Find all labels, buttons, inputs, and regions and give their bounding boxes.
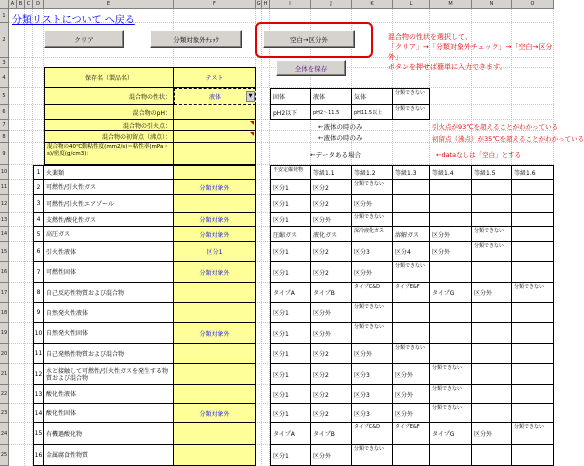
column-header[interactable]: O: [512, 0, 554, 9]
hazard-class-cell: タイプC&D: [352, 423, 393, 445]
hazard-class-cell: 区分2: [311, 262, 352, 283]
save-all-button[interactable]: 全体を保存: [276, 60, 346, 76]
hazard-status-input[interactable]: [174, 165, 256, 180]
note-line-3: ボタンを押せば簡単に入力できます。: [388, 63, 507, 71]
hazard-row-number: 4: [33, 213, 44, 227]
hazard-class-cell: 区分2: [311, 242, 352, 262]
hazard-row-number: 14: [33, 404, 44, 423]
hazard-status-input[interactable]: 分類対象外: [174, 213, 256, 227]
hazard-class-cell: [430, 323, 472, 344]
row-header[interactable]: 4: [0, 68, 9, 88]
hazard-class-cell: [512, 385, 554, 404]
hazard-class-cell: 分類できない: [472, 227, 512, 242]
state-opt-na: 分類できない: [393, 88, 430, 105]
hazard-row-number: 6: [33, 242, 44, 262]
hazard-class-cell: 区分外: [472, 283, 512, 303]
hazard-row-name: 可燃性/引火性エアゾール: [44, 195, 174, 213]
hazard-class-cell: [512, 364, 554, 385]
hazard-class-cell: 区分2: [311, 364, 352, 385]
hazard-class-cell: タイプA: [270, 423, 311, 445]
hazard-class-cell: 圧縮ガス: [270, 227, 311, 242]
back-link[interactable]: 分類リストについて へ戻る: [12, 15, 135, 26]
hazard-class-cell: 区分1: [270, 213, 311, 227]
hazard-class-cell: [472, 323, 512, 344]
blank-to-outside-button[interactable]: 空白→区分外: [263, 30, 355, 48]
column-header[interactable]: B: [17, 0, 25, 9]
hazard-class-cell: 区分1: [270, 404, 311, 423]
hazard-class-cell: 区分外: [393, 385, 430, 404]
state-opt-gas: 気体: [352, 88, 393, 105]
hazard-class-cell: 分類できない: [393, 262, 430, 283]
boiling-point-label: 混合物の初留点（沸点）：: [44, 131, 174, 143]
column-header[interactable]: C: [25, 0, 33, 9]
hazard-class-cell: [472, 385, 512, 404]
column-header[interactable]: A: [9, 0, 17, 9]
row-header[interactable]: 3: [0, 58, 9, 68]
hazard-class-cell: 区分1: [270, 344, 311, 364]
hazard-status-input[interactable]: 分類対象外: [174, 404, 256, 423]
hazard-class-cell: [393, 195, 430, 213]
gridline: [24, 9, 25, 466]
hazard-row-name: 高圧ガス: [44, 227, 174, 242]
hazard-class-cell: [472, 364, 512, 385]
hazard-class-cell: 区分外: [472, 423, 512, 445]
hazard-class-cell: 区分3: [352, 364, 393, 385]
hazard-class-cell: タイプA: [270, 283, 311, 303]
hazard-class-cell: 液化ガス: [311, 227, 352, 242]
hazard-class-cell: [512, 227, 554, 242]
hazard-class-cell: [393, 213, 430, 227]
hazard-class-cell: 区分外: [430, 242, 472, 262]
hazard-class-cell: 区分2: [311, 404, 352, 423]
ph-opt-3: pH11.5以上: [352, 105, 393, 120]
hazard-class-cell: 分類できない: [512, 423, 554, 445]
hazard-row-number: 10: [33, 323, 44, 344]
hazard-class-cell: [512, 323, 554, 344]
hazard-class-cell: [430, 344, 472, 364]
hazard-class-cell: 区分1: [270, 242, 311, 262]
hazard-class-cell: [512, 303, 554, 323]
hazard-row-name: 自然発火性液体: [44, 303, 174, 323]
hazard-class-cell: 等級1.6: [512, 165, 554, 180]
hazard-class-cell: [393, 323, 430, 344]
viscosity-input[interactable]: [174, 143, 256, 165]
hazard-row-number: 8: [33, 283, 44, 303]
hazard-class-cell: 分類できない: [352, 445, 393, 466]
hazard-row-name: 引火性液体: [44, 242, 174, 262]
hazard-class-cell: 区分3: [352, 242, 393, 262]
nodata-note: ←dataなしは「空白」とする: [436, 151, 522, 159]
boil-note: 初留点（沸点）が35℃を超えることがわかっている: [432, 135, 584, 143]
hazard-class-cell: 等級1.4: [430, 165, 472, 180]
hazard-class-cell: 区分外: [311, 213, 352, 227]
hazard-class-cell: 区分1: [270, 323, 311, 344]
hazard-class-cell: 区分2: [311, 180, 352, 195]
hazard-class-cell: [430, 180, 472, 195]
hazard-row-number: 15: [33, 423, 44, 445]
hazard-class-cell: [472, 404, 512, 423]
hazard-class-cell: 深冷液化ガス: [352, 227, 393, 242]
hazard-row-name: 支燃性/酸化性ガス: [44, 213, 174, 227]
hazard-class-cell: [430, 213, 472, 227]
column-header[interactable]: J: [311, 0, 352, 9]
row-header[interactable]: 10: [0, 165, 9, 180]
hazard-status-input[interactable]: [174, 283, 256, 303]
hazard-status-input[interactable]: 分類対象外: [174, 227, 256, 242]
hazard-status-input[interactable]: [174, 344, 256, 364]
hazard-class-cell: 区分外: [430, 227, 472, 242]
hazard-class-cell: 区分1: [270, 303, 311, 323]
hazard-row-number: 9: [33, 303, 44, 323]
hazard-class-cell: 区分2: [311, 195, 352, 213]
row-header[interactable]: 19: [0, 323, 9, 344]
hazard-class-cell: [472, 195, 512, 213]
hazard-class-cell: 区分外: [352, 344, 393, 364]
row-header[interactable]: 24: [0, 423, 9, 445]
hazard-status-input[interactable]: [174, 423, 256, 445]
hazard-class-cell: [430, 303, 472, 323]
row-header[interactable]: 16: [0, 262, 9, 283]
comment-marker-icon: [250, 132, 254, 136]
hazard-class-cell: 区分外: [311, 323, 352, 344]
hazard-class-cell: 区分3: [352, 404, 393, 423]
check-button[interactable]: 分類対象外ﾁｪｯｸ: [150, 30, 242, 48]
hazard-row-number: 11: [33, 344, 44, 364]
hazard-class-cell: [472, 180, 512, 195]
state-label: 混合物の性状：: [44, 88, 174, 105]
column-header[interactable]: H: [262, 0, 270, 9]
hazard-class-cell: 区分1: [270, 180, 311, 195]
comment-marker-icon: [250, 121, 254, 125]
product-name-input[interactable]: テスト: [174, 67, 256, 88]
ph-opt-1: pH2以下: [270, 105, 311, 120]
hazard-row-name: 金属腐食性物質: [44, 445, 174, 466]
hazard-class-cell: [512, 213, 554, 227]
hazard-class-cell: タイプE&F: [393, 423, 430, 445]
state-opt-solid: 固体: [270, 88, 311, 105]
hazard-row-number: 3: [33, 195, 44, 213]
hazard-row-number: 16: [33, 445, 44, 466]
hazard-class-cell: 区分1: [270, 262, 311, 283]
column-header[interactable]: L: [393, 0, 430, 9]
hazard-class-cell: [472, 303, 512, 323]
state-select[interactable]: [174, 88, 256, 105]
row-header[interactable]: 22: [0, 385, 9, 404]
hazard-class-cell: [393, 180, 430, 195]
hazard-class-cell: タイプB: [311, 283, 352, 303]
hazard-class-cell: [430, 445, 472, 466]
hazard-class-cell: タイプC&D: [352, 283, 393, 303]
hazard-class-cell: [393, 445, 430, 466]
flash-point-label: 混合物の引火点：: [44, 120, 174, 131]
hazard-row-name: 酸化性固体: [44, 404, 174, 423]
hazard-status-input[interactable]: [174, 195, 256, 213]
hazard-class-cell: 分類できない: [472, 242, 512, 262]
column-header[interactable]: D: [33, 0, 44, 9]
hazard-row-name: 自己反応性物質および混合物: [44, 283, 174, 303]
instruction-note: [388, 32, 554, 72]
hazard-row-name: 有機過酸化物: [44, 423, 174, 445]
hazard-class-cell: 分類できない: [393, 344, 430, 364]
hazard-class-cell: タイプE&F: [393, 283, 430, 303]
ph-label: 混合物のpH：: [44, 105, 174, 120]
row-header[interactable]: 18: [0, 303, 9, 323]
hazard-class-cell: 区分1: [270, 364, 311, 385]
hazard-class-cell: [472, 262, 512, 283]
hazard-class-cell: [472, 445, 512, 466]
hazard-status-input[interactable]: 区分1: [174, 242, 256, 262]
column-header[interactable]: N: [472, 0, 512, 9]
row-header[interactable]: 23: [0, 404, 9, 423]
hazard-class-cell: タイプB: [311, 423, 352, 445]
note-line-2: 「クリア」→「分類対象外チェック」→「空白→区分外」: [388, 43, 553, 61]
hazard-class-cell: 区分外: [393, 404, 430, 423]
row-header[interactable]: 17: [0, 283, 9, 303]
row-header[interactable]: 6: [0, 105, 9, 120]
row-header[interactable]: 8: [0, 131, 9, 143]
hazard-class-cell: 分類できない: [352, 323, 393, 344]
hazard-class-cell: 区分外: [393, 364, 430, 385]
hazard-class-cell: 区分外: [352, 195, 393, 213]
flash-note: 引火点が93℃を超えることがわかっている: [432, 123, 559, 131]
hazard-class-cell: 等級1.3: [393, 165, 430, 180]
hazard-status-input[interactable]: 分類対象外: [174, 180, 256, 195]
state-value: 液体: [208, 94, 221, 101]
hazard-class-cell: [512, 195, 554, 213]
state-opt-liquid: 液体: [311, 88, 352, 105]
hazard-class-cell: 区分4: [393, 242, 430, 262]
clear-button[interactable]: クリア: [44, 30, 124, 48]
hazard-class-cell: 区分2: [311, 385, 352, 404]
hazard-class-cell: 区分1: [270, 385, 311, 404]
hazard-class-cell: [430, 262, 472, 283]
hazard-class-cell: 分類できない: [352, 213, 393, 227]
row-header[interactable]: 2: [0, 23, 9, 58]
dropdown-arrow-icon[interactable]: ▼: [246, 91, 255, 102]
row-header[interactable]: 13: [0, 213, 9, 227]
hazard-class-cell: [512, 344, 554, 364]
hazard-class-cell: 区分外: [311, 445, 352, 466]
hazard-row-number: 2: [33, 180, 44, 195]
column-header[interactable]: I: [270, 0, 311, 9]
hazard-class-cell: 区分外: [352, 262, 393, 283]
hazard-class-cell: [393, 303, 430, 323]
hazard-status-input[interactable]: [174, 385, 256, 404]
product-name-label: 保存名（製品名）: [44, 67, 174, 88]
row-header[interactable]: 25: [0, 445, 9, 466]
ph-input[interactable]: [174, 105, 256, 120]
hazard-row-name: 自然発火性固体: [44, 323, 174, 344]
hazard-class-cell: 溶解ガス: [393, 227, 430, 242]
gridline: [261, 9, 262, 466]
hazard-class-cell: 分類できない: [430, 364, 472, 385]
hazard-class-cell: 区分外: [311, 303, 352, 323]
ph-opt-2: pH2～11.5: [311, 105, 352, 120]
ph-opt-na: 分類できない: [393, 105, 430, 120]
hazard-class-cell: タイプG: [430, 423, 472, 445]
hazard-row-name: 酸化性液体: [44, 385, 174, 404]
row-header[interactable]: 11: [0, 180, 9, 195]
hazard-status-input[interactable]: 分類対象外: [174, 262, 256, 283]
hazard-class-cell: [512, 180, 554, 195]
flash-point-input[interactable]: [174, 120, 256, 131]
hazard-row-number: 7: [33, 262, 44, 283]
hazard-class-cell: [472, 344, 512, 364]
hazard-row-name: 可燃性/引火性ガス: [44, 180, 174, 195]
hazard-class-cell: [512, 445, 554, 466]
hazard-status-input[interactable]: [174, 445, 256, 466]
hazard-class-cell: 区分1: [270, 195, 311, 213]
hazard-class-cell: 区分3: [352, 385, 393, 404]
row-header[interactable]: 7: [0, 120, 9, 131]
row-header[interactable]: 15: [0, 242, 9, 262]
row-header[interactable]: 21: [0, 364, 9, 385]
hazard-row-number: 1: [33, 165, 44, 180]
hazard-class-cell: 分類できない: [352, 180, 393, 195]
hazard-status-input[interactable]: [174, 303, 256, 323]
hazard-class-cell: 分類できない: [430, 404, 472, 423]
hazard-row-name: 自己発熱性物質および混合物: [44, 344, 174, 364]
hazard-class-cell: 等級1.1: [311, 165, 352, 180]
hazard-row-number: 5: [33, 227, 44, 242]
hazard-status-input[interactable]: [174, 364, 256, 385]
hazard-row-name: 火薬類: [44, 165, 174, 180]
hazard-row-number: 12: [33, 364, 44, 385]
hazard-class-cell: [472, 213, 512, 227]
hazard-class-cell: 等級1.5: [472, 165, 512, 180]
hazard-class-cell: 分類できない: [430, 385, 472, 404]
viscosity-label: 混合物の40℃動粘性度(mm2/s)＝粘性率(mPa・s)/密度(g/cm3)：: [44, 143, 174, 165]
liquid-only-note-2: ←液体の時のみ: [318, 134, 363, 142]
note-line-1: 混合物の性状を選択して、: [388, 33, 472, 41]
hazard-class-cell: 区分1: [270, 445, 311, 466]
boiling-point-input[interactable]: [174, 131, 256, 143]
column-header[interactable]: K: [352, 0, 393, 9]
hazard-class-cell: [512, 262, 554, 283]
column-header[interactable]: G: [256, 1, 261, 7]
data-case-note: ←データある場合: [310, 151, 361, 159]
hazard-class-cell: [512, 404, 554, 423]
hazard-class-cell: [512, 242, 554, 262]
row-header[interactable]: 9: [0, 143, 9, 165]
hazard-class-cell: 区分2: [311, 344, 352, 364]
row-header[interactable]: 14: [0, 227, 9, 242]
hazard-row-name: 水と接触して可燃性/引火性ガスを発生する物質および混合物: [44, 364, 174, 385]
hazard-class-cell: 不安定爆発物: [270, 165, 311, 180]
row-header[interactable]: 20: [0, 344, 9, 364]
hazard-class-cell: 分類できない: [352, 303, 393, 323]
column-header[interactable]: F: [174, 0, 256, 9]
row-header[interactable]: 12: [0, 195, 9, 213]
column-header[interactable]: E: [44, 0, 174, 9]
liquid-only-note-1: ←液体の時のみ: [318, 123, 363, 131]
hazard-status-input[interactable]: 分類対象外: [174, 323, 256, 344]
row-header[interactable]: 1: [0, 9, 9, 23]
hazard-class-cell: タイプG: [430, 283, 472, 303]
select-all-corner[interactable]: [0, 0, 9, 9]
hazard-row-number: 13: [33, 385, 44, 404]
hazard-class-cell: 等級1.2: [352, 165, 393, 180]
hazard-class-cell: [430, 195, 472, 213]
row-header[interactable]: 5: [0, 88, 9, 105]
hazard-class-cell: 分類できない: [512, 283, 554, 303]
column-header[interactable]: M: [430, 0, 472, 9]
hazard-row-name: 可燃性固体: [44, 262, 174, 283]
